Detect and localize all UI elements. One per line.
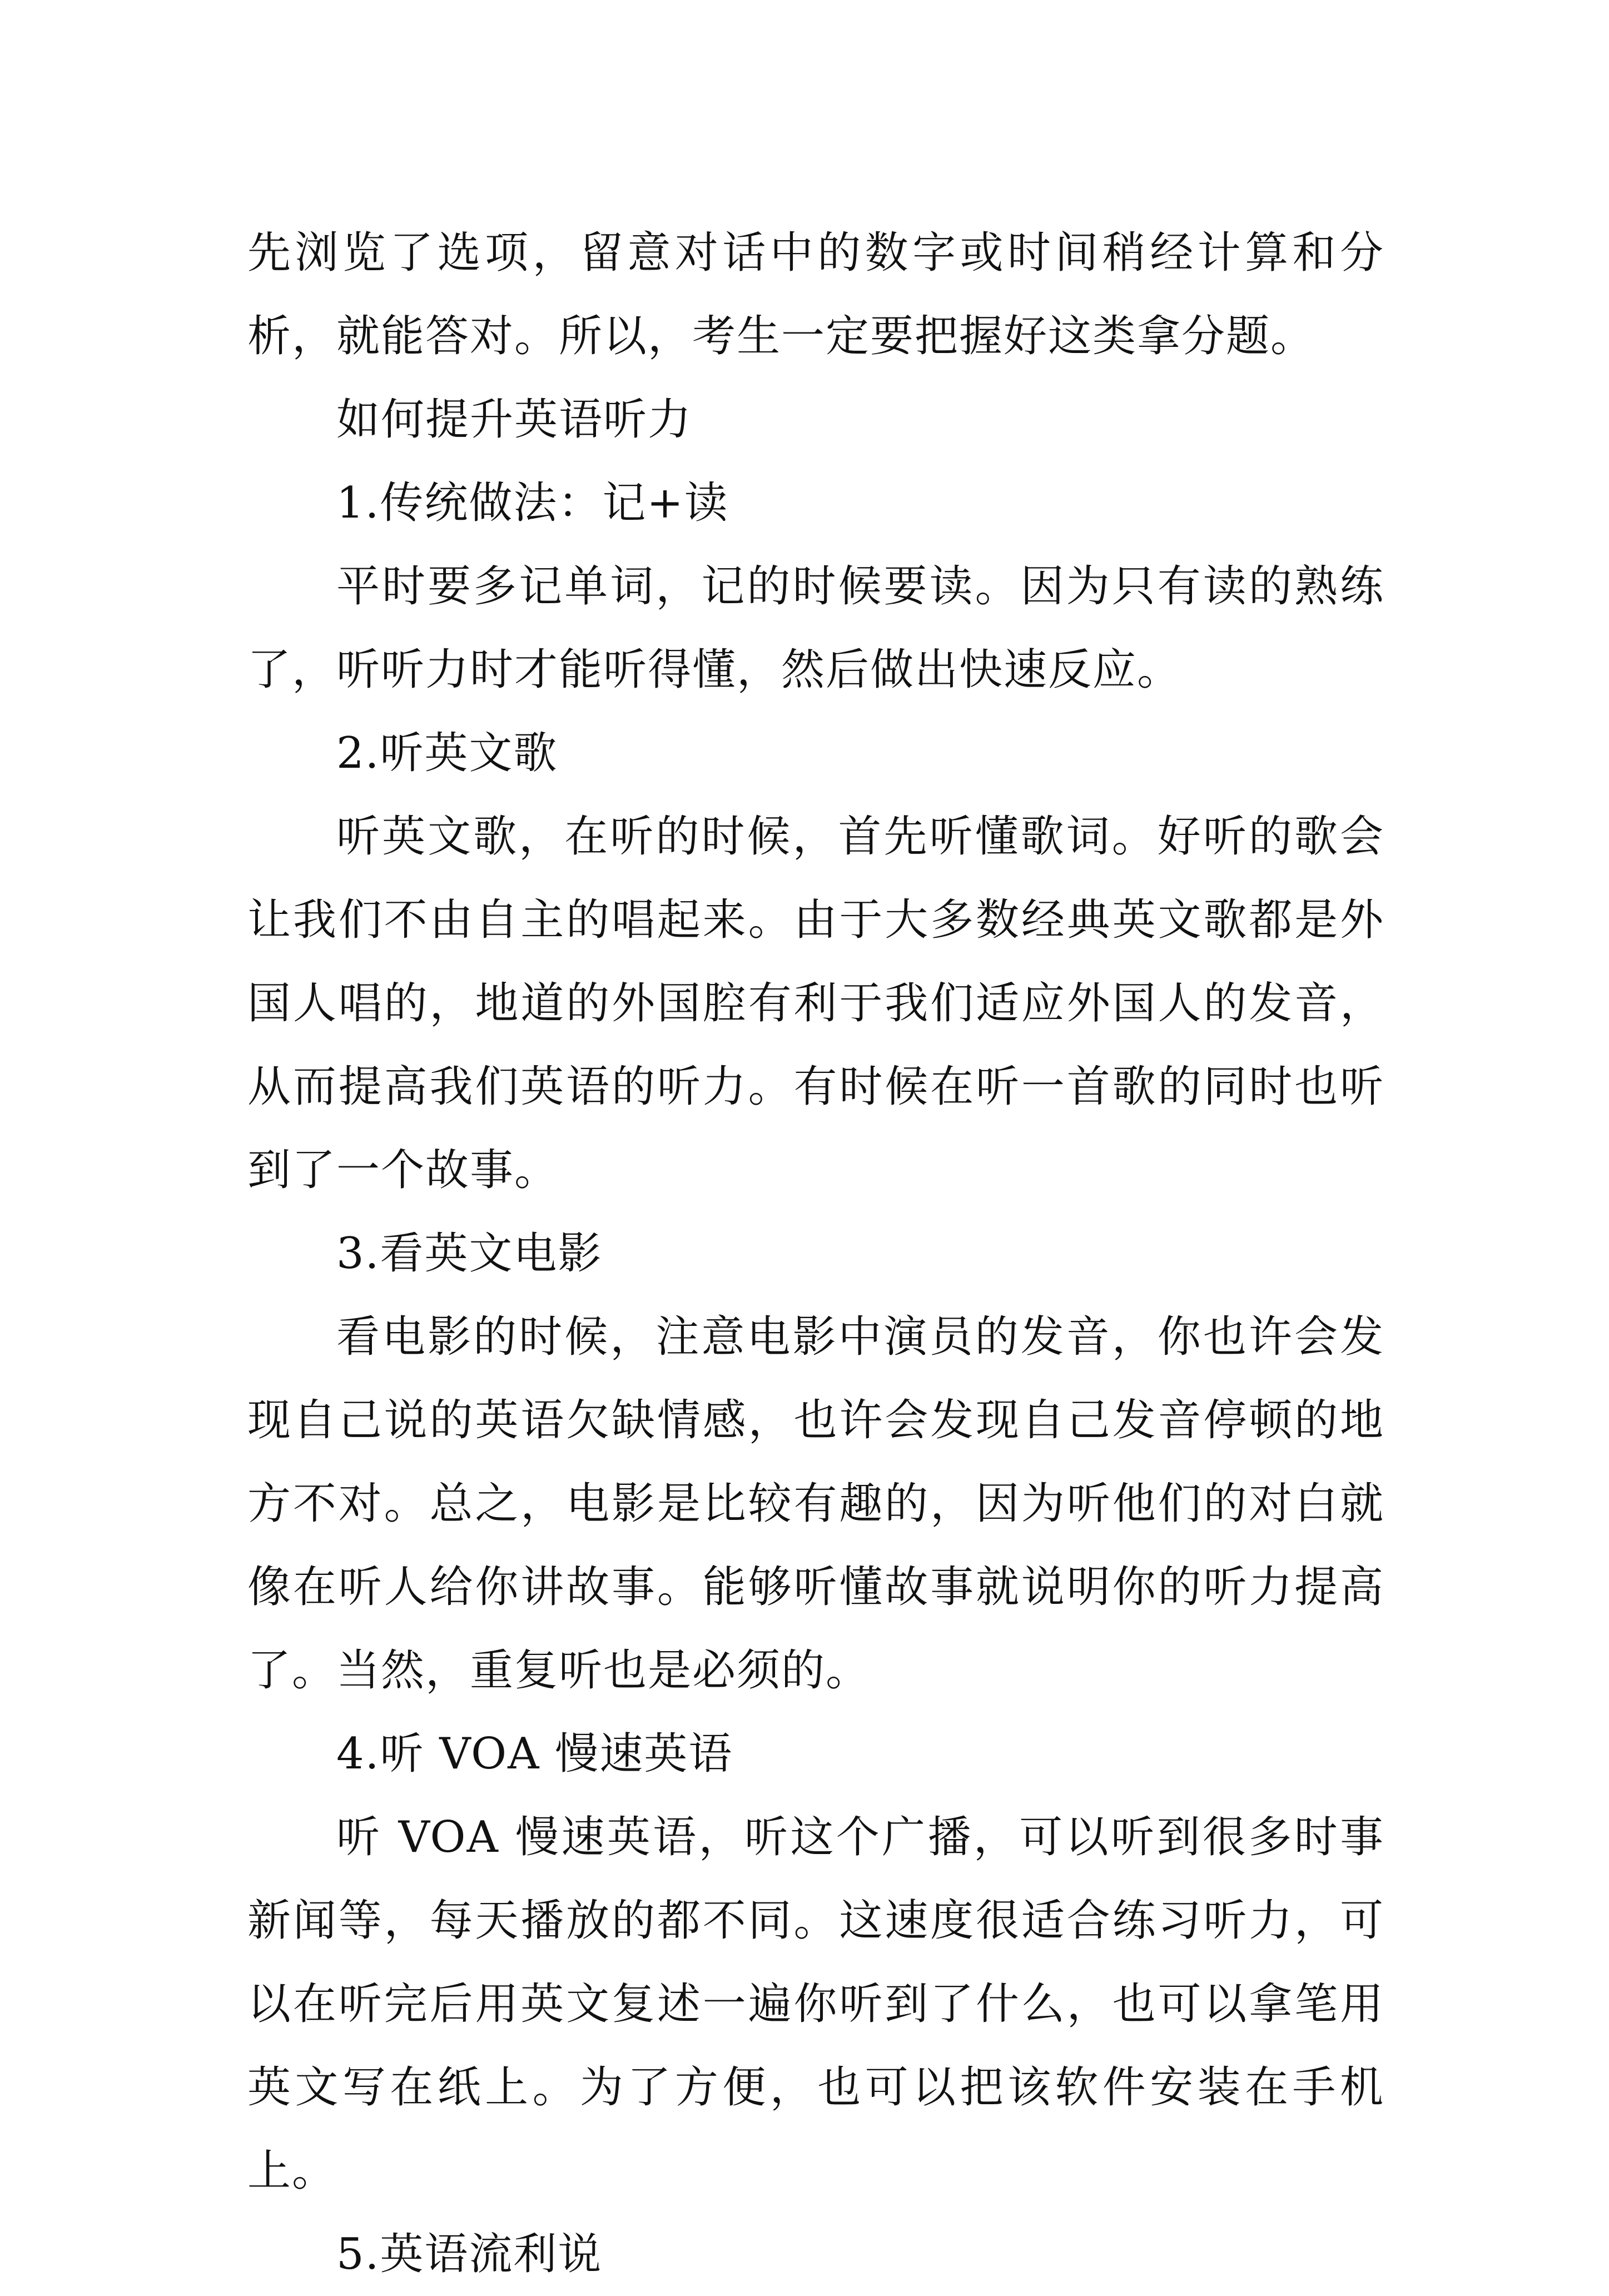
item-body-1: 平时要多记单词，记的时候要读。因为只有读的熟练了，听听力时才能听得懂，然后做出快速反应。	[247, 561, 1384, 695]
paragraph-intro-continued: 先浏览了选项，留意对话中的数字或时间稍经计算和分析，就能答对。所以，考生一定要把握好这类拿分题。	[247, 228, 1384, 361]
item-body-2: 听英文歌，在听的时候，首先听懂歌词。好听的歌会让我们不由自主的唱起来。由于大多数经典英文歌都是外国人唱的，地道的外国腔有利于我们适应外国人的发音，从而提高我们英语的听力。有时候在听一首歌的同时也听到了一个故事。	[247, 812, 1384, 1195]
item-heading-5: 5.英语流利说	[336, 2229, 603, 2279]
section-title: 如何提升英语听力	[336, 395, 693, 445]
document-body	[247, 211, 1384, 2296]
item-heading-3: 3.看英文电影	[336, 1229, 603, 1279]
item-heading-2: 2.听英文歌	[336, 728, 558, 778]
item-body-4: 听 VOA 慢速英语，听这个广播，可以听到很多时事新闻等，每天播放的都不同。这速度很适合练习听力，可以在听完后用英文复述一遍你听到了什么，也可以拿笔用英文写在纸上。为了方便，也可以把该软件安装在手机上。	[247, 1812, 1384, 2196]
item-heading-1: 1.传统做法：记+读	[336, 478, 729, 528]
item-body-3: 看电影的时候，注意电影中演员的发音，你也许会发现自己说的英语欠缺情感，也许会发现自己发音停顿的地方不对。总之，电影是比较有趣的，因为听他们的对白就像在听人给你讲故事。能够听懂故事就说明你的听力提高了。当然，重复听也是必须的。	[247, 1312, 1384, 1696]
item-heading-4: 4.听 VOA 慢速英语	[336, 1729, 733, 1779]
